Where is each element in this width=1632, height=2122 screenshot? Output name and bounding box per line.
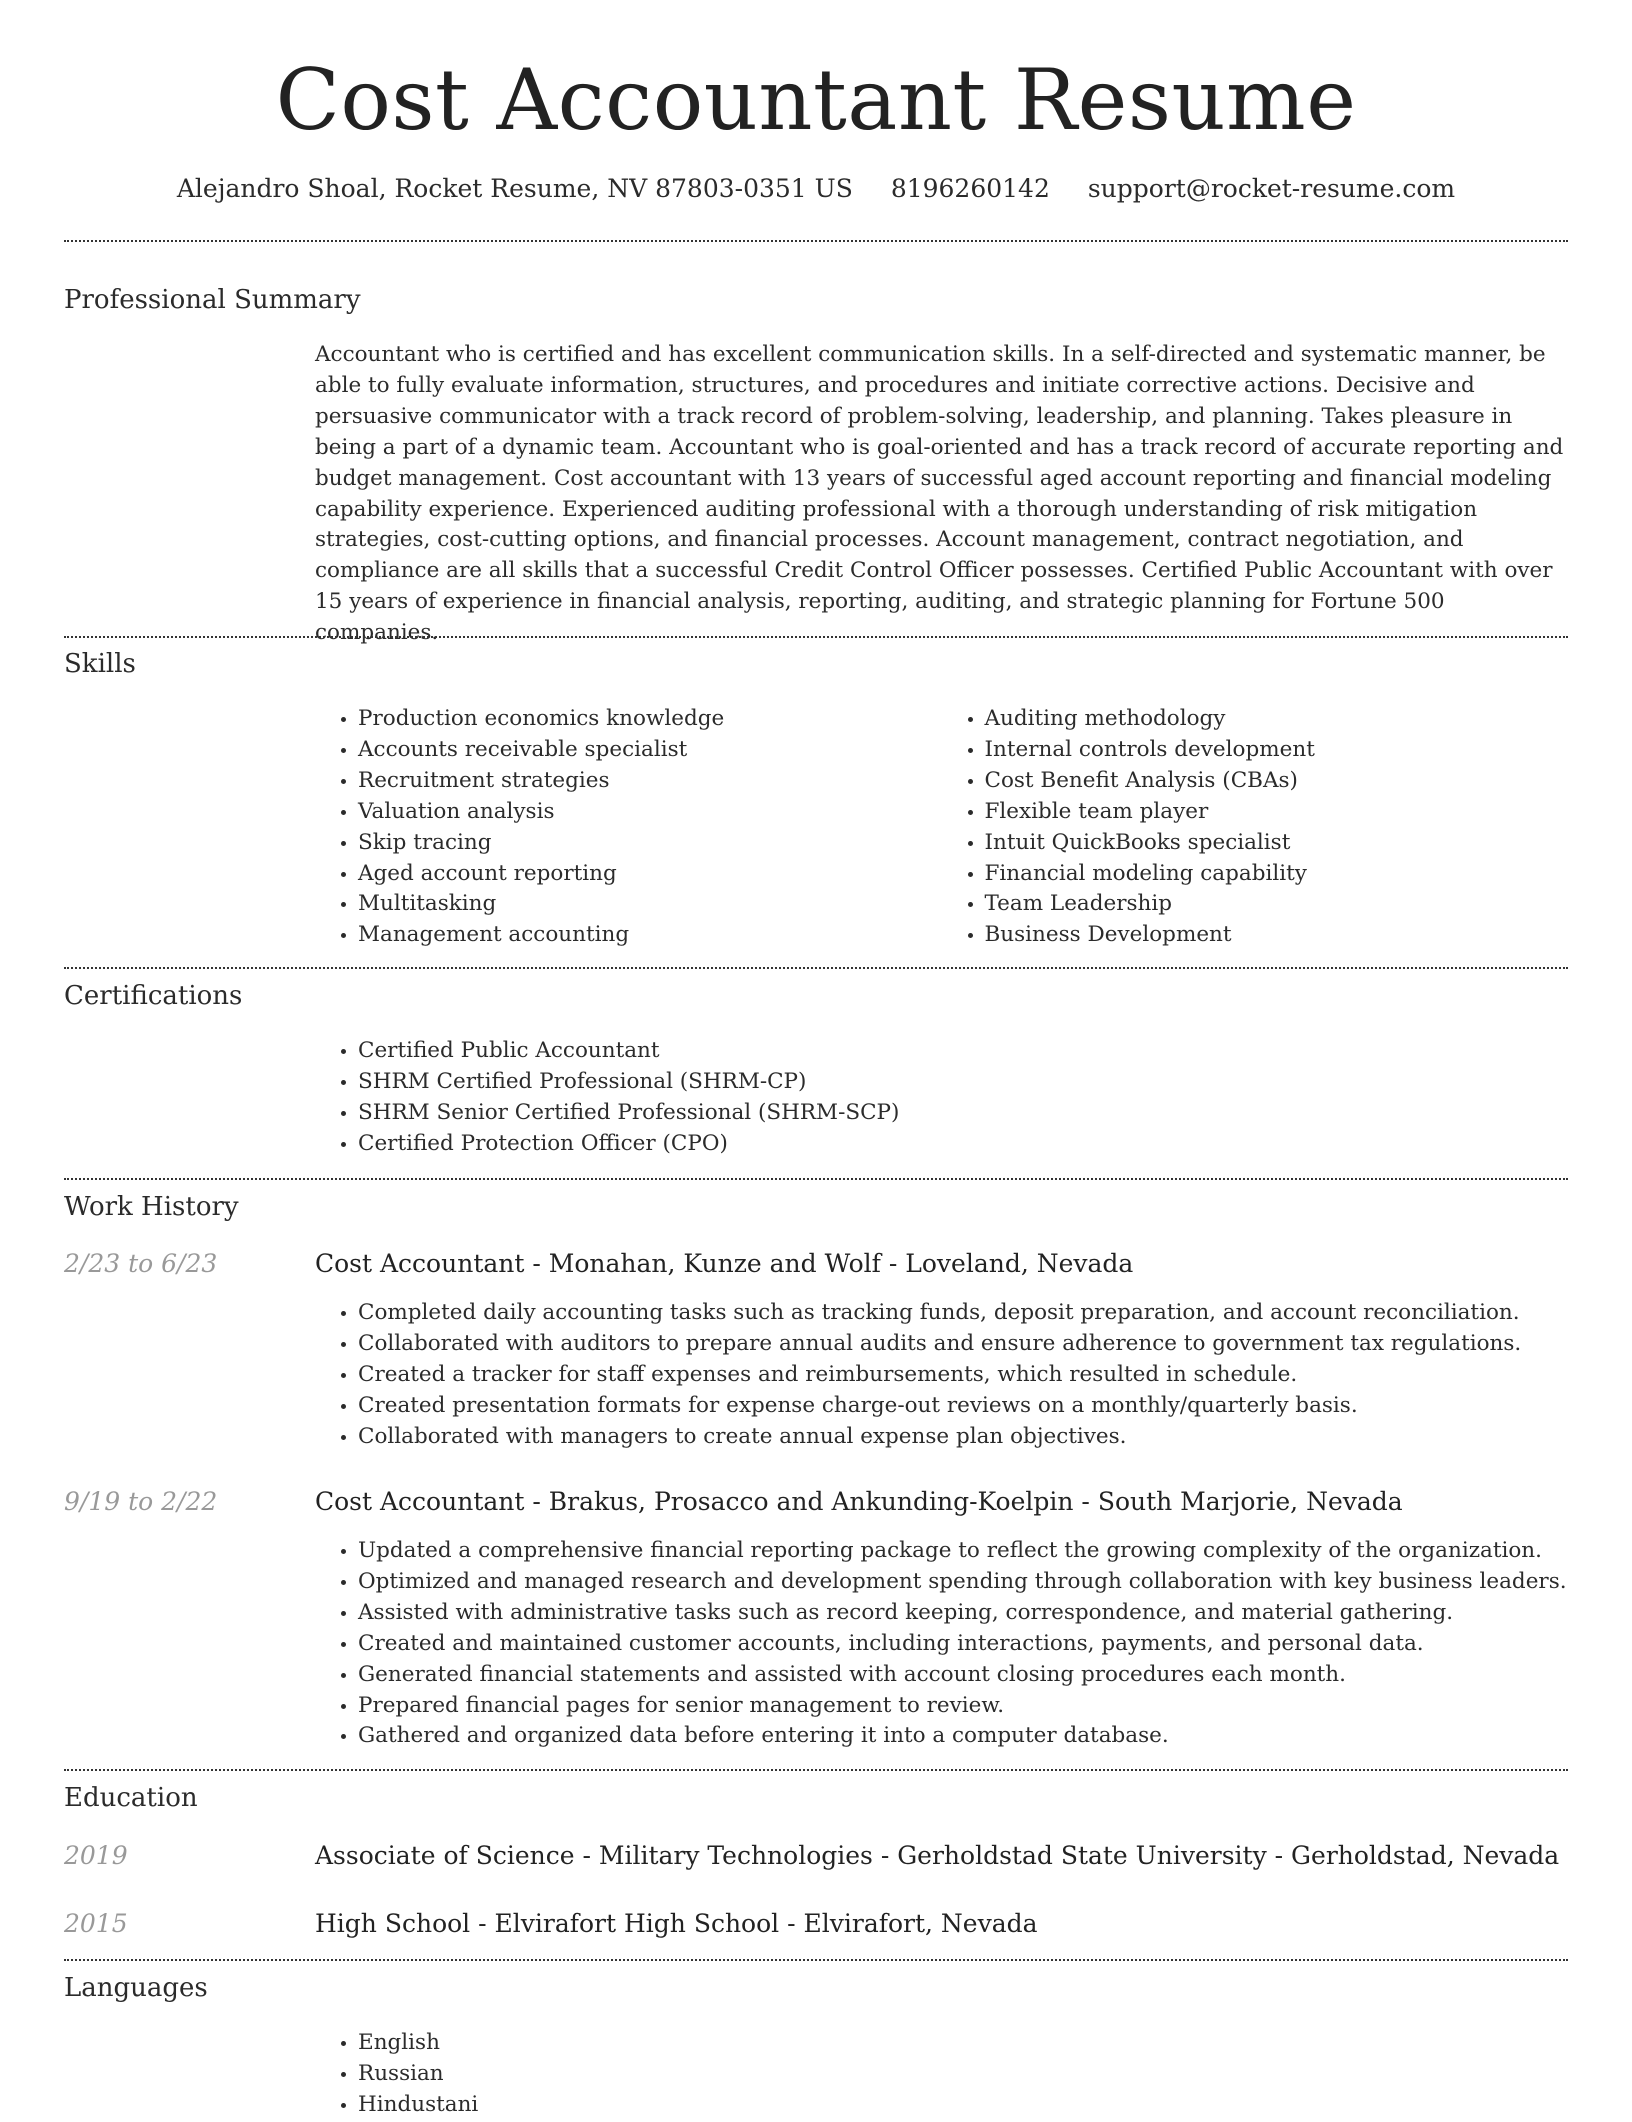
contact-address: Alejandro Shoal, Rocket Resume, NV 87803-0351 US bbox=[176, 174, 853, 203]
education-entry: Associate of Science - Military Technologies - Gerholdstad State University - Gerholdstad, Nevada bbox=[315, 1841, 1560, 1870]
contact-line bbox=[0, 172, 1632, 206]
section-divider bbox=[64, 240, 1568, 242]
education-entry: High School - Elvirafort High School - Elvirafort, Nevada bbox=[315, 1909, 1038, 1938]
certification-item: • Certified Protection Officer (CPO) bbox=[358, 1129, 1568, 1160]
language-item: • Hindustani bbox=[358, 2090, 1568, 2121]
skill-item: • Recruitment strategies bbox=[358, 766, 942, 797]
skill-item: • Multitasking bbox=[358, 889, 942, 920]
job-bullet: • Completed daily accounting tasks such as tracking funds, deposit preparation, and account reconciliation. bbox=[358, 1298, 1568, 1329]
job-details bbox=[315, 1298, 1568, 1453]
resume-header bbox=[0, 0, 1632, 206]
job-bullet: • Created and maintained customer accounts, including interactions, payments, and personal data. bbox=[358, 1629, 1568, 1660]
language-item: • English bbox=[358, 2028, 1568, 2059]
job-bullets bbox=[315, 1298, 1568, 1453]
summary-text: Accountant who is certified and has excellent communication skills. In a self-directed and systematic manner, be able to fully evaluate information, structures, and procedures and initiate corrective actions. Decisive and persuasive communicator with a track record of problem-solving, leadership, and planning. Takes pleasure in being a part of a dynamic team. Accountant who is goal-oriented and has a track record of accurate reporting and budget management. Cost accountant with 13 years of successful aged account reporting and financial modeling capability experience. Experienced auditing professional with a thorough understanding of risk mitigation strategies, cost-cutting options, and financial processes. Account management, contract negotiation, and compliance are all skills that a successful Credit Control Officer possesses. Certified Public Accountant with over 15 years of experience in financial analysis, reporting, auditing, and strategic planning for Fortune 500 companies. bbox=[315, 342, 1564, 646]
job-dates: 9/19 to 2/22 bbox=[64, 1487, 218, 1516]
summary-section bbox=[315, 340, 1568, 649]
resume-title: Cost Accountant Resume bbox=[275, 51, 1357, 149]
certifications-section bbox=[315, 1036, 1568, 1160]
skill-item: • Business Development bbox=[985, 920, 1569, 951]
section-divider bbox=[64, 1769, 1568, 1771]
skill-item: • Valuation analysis bbox=[358, 797, 942, 828]
skill-item: • Skip tracing bbox=[358, 828, 942, 859]
job-bullet: • Updated a comprehensive financial reporting package to reflect the growing complexity of the organization. bbox=[358, 1536, 1568, 1567]
contact-phone: 8196260142 bbox=[890, 174, 1050, 203]
skill-item: • Intuit QuickBooks specialist bbox=[985, 828, 1569, 859]
skill-item: • Internal controls development bbox=[985, 735, 1569, 766]
skill-item: • Production economics knowledge bbox=[358, 704, 942, 735]
certification-item: • SHRM Senior Certified Professional (SHRM-SCP) bbox=[358, 1098, 1568, 1129]
skills-heading: Skills bbox=[64, 649, 136, 679]
job-bullet: • Created presentation formats for expense charge-out reviews on a monthly/quarterly basis. bbox=[358, 1391, 1568, 1422]
job-bullets bbox=[315, 1536, 1568, 1752]
skill-item: • Cost Benefit Analysis (CBAs) bbox=[985, 766, 1569, 797]
section-divider bbox=[64, 636, 1568, 638]
job-dates: 2/23 to 6/23 bbox=[64, 1249, 218, 1278]
education-year: 2019 bbox=[64, 1841, 128, 1870]
skill-item: • Accounts receivable specialist bbox=[358, 735, 942, 766]
certifications-heading: Certifications bbox=[64, 981, 243, 1011]
language-item: • Russian bbox=[358, 2059, 1568, 2090]
education-heading: Education bbox=[64, 1783, 198, 1813]
languages-heading: Languages bbox=[64, 1973, 208, 2003]
summary-heading: Professional Summary bbox=[64, 285, 361, 315]
skills-list-right bbox=[942, 704, 1569, 951]
languages-section bbox=[315, 2028, 1568, 2121]
job-bullet: • Prepared financial pages for senior management to review. bbox=[358, 1691, 1568, 1722]
job-details bbox=[315, 1536, 1568, 1752]
section-divider bbox=[64, 1959, 1568, 1961]
certification-item: • SHRM Certified Professional (SHRM-CP) bbox=[358, 1067, 1568, 1098]
skills-list-left bbox=[315, 704, 942, 951]
job-title: Cost Accountant - Monahan, Kunze and Wolf - Loveland, Nevada bbox=[315, 1249, 1134, 1278]
job-bullet: • Assisted with administrative tasks such as record keeping, correspondence, and material gathering. bbox=[358, 1598, 1568, 1629]
certifications-list bbox=[315, 1036, 1568, 1160]
skill-item: • Management accounting bbox=[358, 920, 942, 951]
job-bullet: • Collaborated with managers to create annual expense plan objectives. bbox=[358, 1422, 1568, 1453]
skills-section bbox=[315, 704, 1568, 951]
skill-item: • Team Leadership bbox=[985, 889, 1569, 920]
skill-item: • Auditing methodology bbox=[985, 704, 1569, 735]
languages-list bbox=[315, 2028, 1568, 2121]
contact-email: support@rocket-resume.com bbox=[1087, 174, 1456, 203]
job-bullet: • Generated financial statements and assisted with account closing procedures each month. bbox=[358, 1660, 1568, 1691]
job-title: Cost Accountant - Brakus, Prosacco and Ankunding-Koelpin - South Marjorie, Nevada bbox=[315, 1487, 1403, 1516]
certification-item: • Certified Public Accountant bbox=[358, 1036, 1568, 1067]
job-bullet: • Collaborated with auditors to prepare annual audits and ensure adherence to government tax regulations. bbox=[358, 1329, 1568, 1360]
education-year: 2015 bbox=[64, 1909, 128, 1938]
job-bullet: • Created a tracker for staff expenses and reimbursements, which resulted in schedule. bbox=[358, 1360, 1568, 1391]
skill-item: • Aged account reporting bbox=[358, 859, 942, 890]
skill-item: • Financial modeling capability bbox=[985, 859, 1569, 890]
work-heading: Work History bbox=[64, 1192, 239, 1222]
section-divider bbox=[64, 967, 1568, 969]
section-divider bbox=[64, 1178, 1568, 1180]
job-bullet: • Gathered and organized data before entering it into a computer database. bbox=[358, 1721, 1568, 1752]
job-bullet: • Optimized and managed research and development spending through collaboration with key business leaders. bbox=[358, 1567, 1568, 1598]
skill-item: • Flexible team player bbox=[985, 797, 1569, 828]
